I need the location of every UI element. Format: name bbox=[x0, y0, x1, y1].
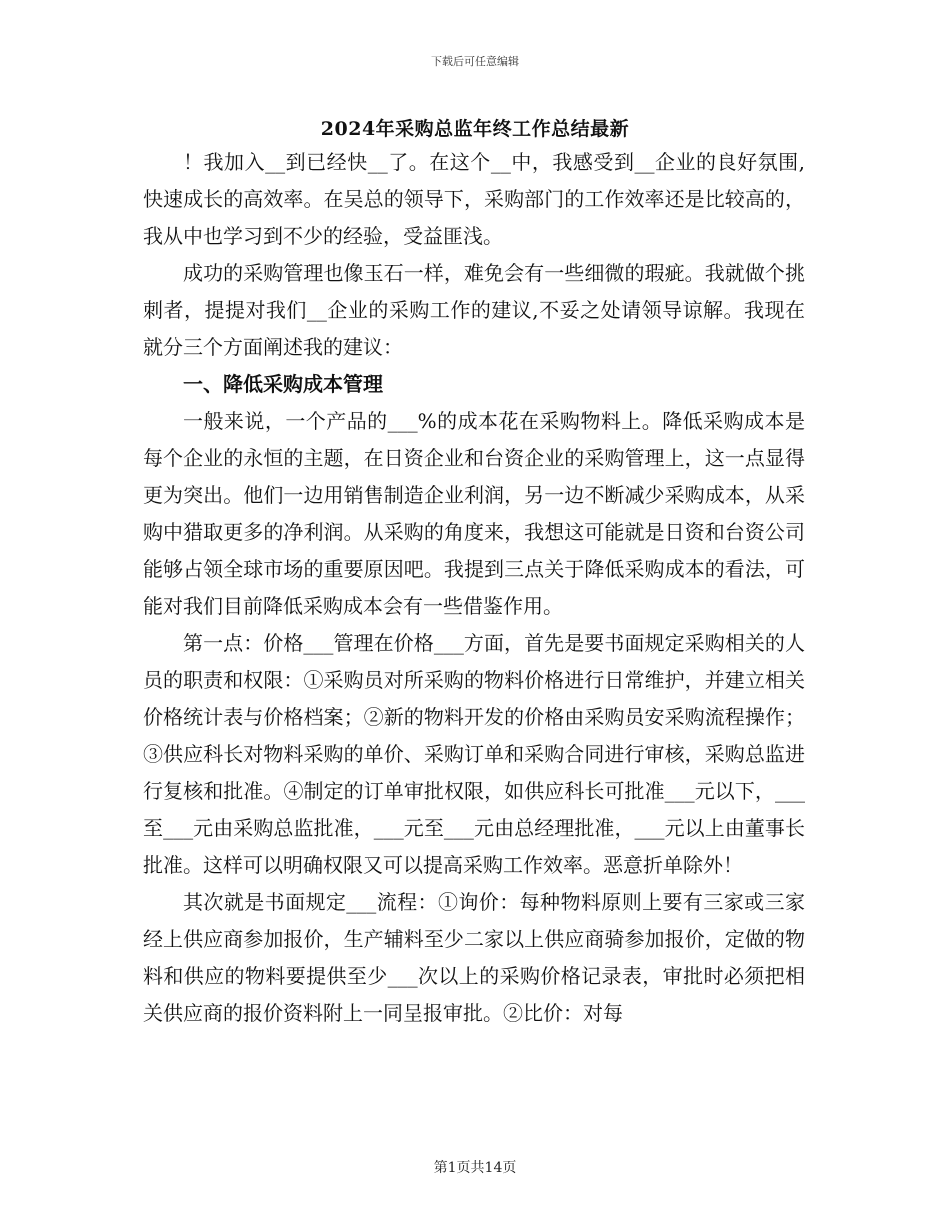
paragraph-process: 其次就是书面规定___流程：①询价：每种物料原则上要有三家或三家经上供应商参加报价，生产辅料至少二家以上供应商骑参加报价，定做的物料和供应的物料要提供至少___次以上的采购价格记录表，审批时必须把相关供应商的报价资料附上一同呈报审批。②比价：对每 bbox=[143, 890, 805, 1025]
paragraph-cost: 一般来说，一个产品的___%的成本花在采购物料上。降低采购成本是每个企业的永恒的主题，在日资企业和台资企业的采购管理上，这一点显得更为突出。他们一边用销售制造企业利润，另一边不断减少采购成本，从采购中猎取更多的净利润。从采购的角度来，我想这可能就是日资和台资公司能够占领全球市场的重要原因吧。我提到三点关于降低采购成本的看法，可能对我们目前降低采购成本会有一些借鉴作用。 bbox=[143, 409, 805, 618]
paragraph-intro: ！我加入__到已经快__了。在这个__中，我感受到__企业的良好氛围,快速成长的高效率。在吴总的领导下，采购部门的工作效率还是比较高的，我从中也学习到不少的经验，受益匪浅。 bbox=[143, 150, 805, 248]
paragraph-suggestions: 成功的采购管理也像玉石一样，难免会有一些细微的瑕疵。我就做个挑刺者，提提对我们__企业的采购工作的建议,不妥之处请领导谅解。我现在就分三个方面阐述我的建议： bbox=[143, 261, 805, 359]
header-note: 下载后可任意编辑 bbox=[431, 55, 519, 68]
paragraph-point-one: 第一点：价格___管理在价格___方面，首先是要书面规定采购相关的人员的职责和权限：①采购员对所采购的物料价格进行日常维护，并建立相关价格统计表与价格档案；②新的物料开发的价格由采购员安采购流程操作；③供应科长对物料采购的单价、采购订单和采购合同进行审核，采购总监进行复核和批准。④制定的订单审批权限，如供应科长可批准___元以下，___至___元由采购总监批准，___元至___元由总经理批准，___元以上由董事长批准。这样可以明确权限又可以提高采购工作效率。恶意折单除外！ bbox=[143, 631, 805, 877]
document-title: 2024年采购总监年终工作总结最新 bbox=[320, 118, 630, 140]
page-footer: 第1页共14页 bbox=[433, 1160, 517, 1176]
document-body bbox=[143, 144, 805, 1032]
section-heading: 一、降低采购成本管理 bbox=[183, 372, 383, 396]
